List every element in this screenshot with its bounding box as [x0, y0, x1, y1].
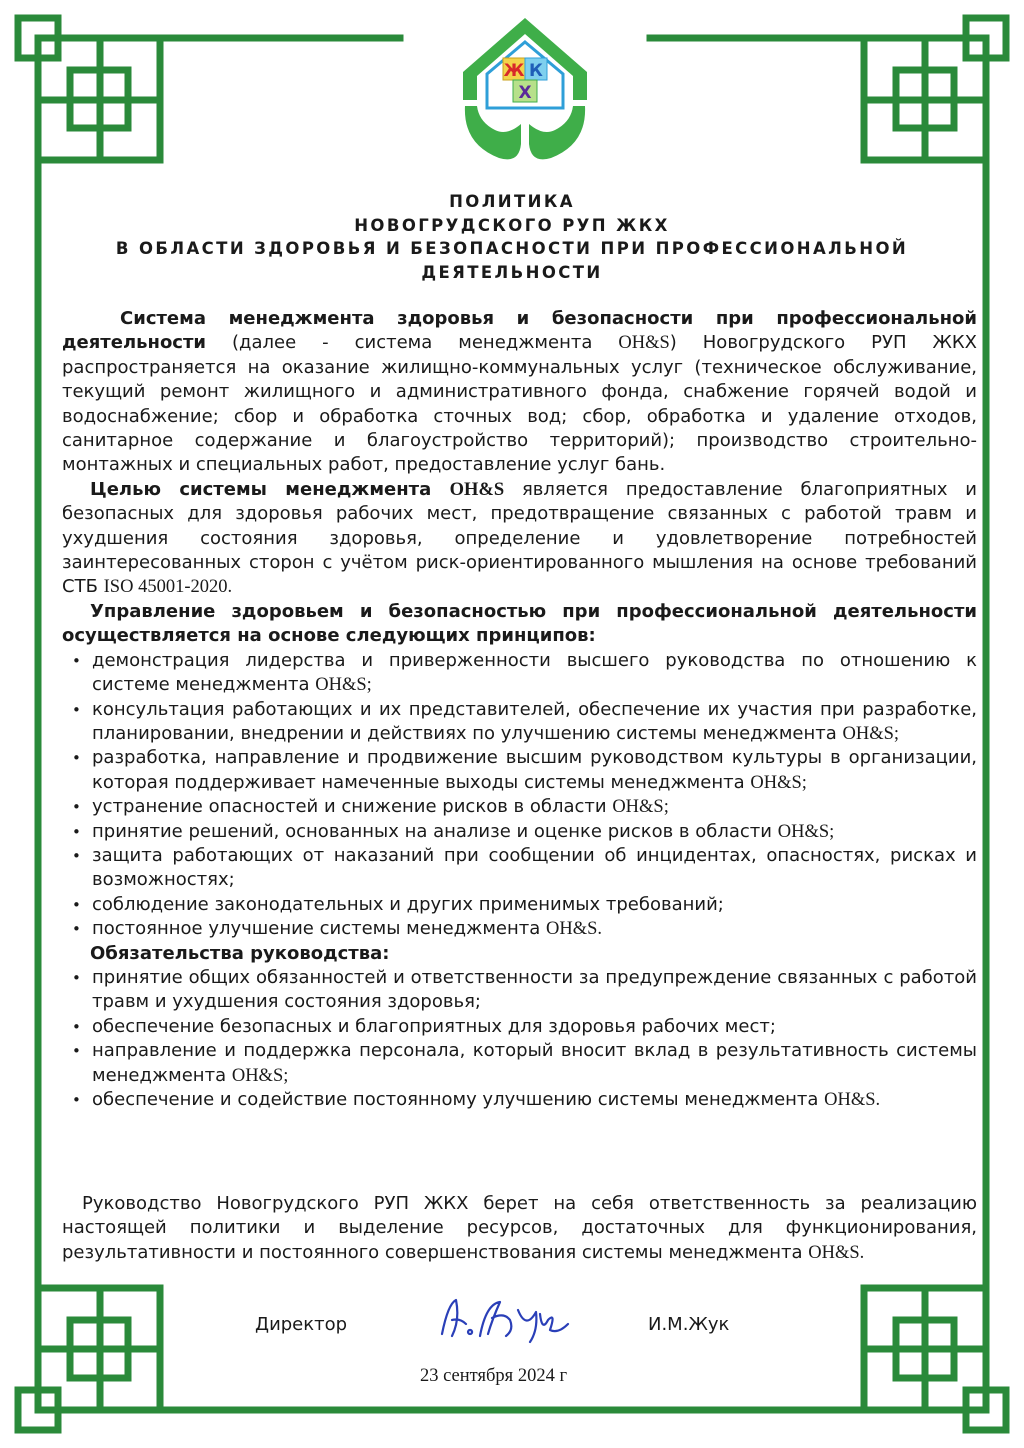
- signature-date: 23 сентября 2024 г: [420, 1366, 568, 1386]
- corner-knot-bottom-right: [864, 1288, 1006, 1430]
- list-item: • разработка, направление и продвижение высшим руководством культуры в организации, которая поддерживает намеченные выходы системы менеджмента OH&S;: [62, 746, 977, 795]
- scope-paragraph: Система менеджмента здоровья и безопасности при профессиональной деятельности (далее - система менеджмента OH&S) Новогрудского РУП ЖКХ распространяется на оказание жилищно-коммунальных услуг (техническое обслуживание, текущий ремонт жилищного и административного фонда, снабжение горячей водой и водоснабжение; сбор и обработка сточных вод; сбор, обработка и удаление отходов, санитарное содержание и благоустройство территорий); производство строительно-монтажных и специальных работ, предоставление услуг бань.: [62, 308, 977, 476]
- title-line-3: В ОБЛАСТИ ЗДОРОВЬЯ И БЕЗОПАСНОСТИ ПРИ ПРОФЕССИОНАЛЬНОЙ: [115, 239, 909, 258]
- commitments-list: [62, 966, 977, 1112]
- signer-position: Директор: [255, 1314, 348, 1335]
- list-item: • устранение опасностей и снижение рисков в области OH&S;: [62, 795, 977, 819]
- title-line-4: ДЕЯТЕЛЬНОСТИ: [421, 262, 603, 282]
- corner-knot-top-right: [864, 18, 1006, 160]
- list-item: • обеспечение и содействие постоянному улучшению системы менеджмента OH&S.: [62, 1088, 977, 1112]
- list-item: • демонстрация лидерства и приверженности высшего руководства по отношению к системе менеджмента OH&S;: [62, 649, 977, 698]
- title-line-1: ПОЛИТИКА: [449, 192, 575, 211]
- commitments-heading: Обязательства руководства:: [90, 942, 390, 964]
- logo-letter-k: К: [529, 61, 543, 81]
- handwritten-signature: [430, 1290, 580, 1350]
- scope-lead: Система менеджмента здоровья и безопасности при профессиональной деятельности: [62, 308, 977, 354]
- list-item: • обеспечение безопасных и благоприятных для здоровья рабочих мест;: [62, 1015, 977, 1039]
- title-line-2: НОВОГРУДСКОГО РУП ЖКХ: [354, 215, 670, 235]
- document-title: [60, 190, 964, 284]
- list-item: • соблюдение законодательных и других применимых требований;: [62, 893, 977, 917]
- closing-paragraph: Руководство Новогрудского РУП ЖКХ берет на себя ответственность за реализацию настоящей политики и выделение ресурсов, достаточных для функционирования, результативности и постоянного совершенствования системы менеджмента OH&S.: [62, 1193, 977, 1263]
- logo-letter-kh: Х: [518, 83, 532, 103]
- list-item: • постоянное улучшение системы менеджмента OH&S.: [62, 917, 977, 941]
- list-item: • направление и поддержка персонала, который вносит вклад в результативность системы менеджмента OH&S;: [62, 1039, 977, 1088]
- list-item: • принятие решений, основанных на анализе и оценке рисков в области OH&S;: [62, 820, 977, 844]
- list-item: • защита работающих от наказаний при сообщении об инцидентах, опасностях, рисках и возможностях;: [62, 844, 977, 893]
- goal-paragraph: Целью системы менеджмента OH&S является предоставление благоприятных и безопасных для здоровья рабочих мест, предотвращение связанных с работой травм и ухудшения состояния здоровья, определение и удовлетворение потребностей заинтересованных сторон с учётом риск-ориентированного мышления на основе требований СТБ ISO 45001-2020.: [62, 478, 978, 598]
- corner-knot-top-left: [18, 18, 160, 160]
- corner-knot-bottom-left: [18, 1288, 160, 1430]
- principles-heading: Управление здоровьем и безопасностью при профессиональной деятельности осуществляется на основе следующих принципов:: [62, 600, 977, 647]
- policy-body: [62, 307, 977, 1112]
- list-item: • принятие общих обязанностей и ответственности за предупреждение связанных с работой травм и ухудшения состояния здоровья;: [62, 966, 977, 1015]
- signer-name: И.М.Жук: [648, 1314, 730, 1335]
- principles-list: [62, 649, 977, 942]
- logo-letter-zh: Ж: [503, 61, 525, 81]
- company-logo: [455, 12, 595, 170]
- list-item: • консультация работающих и их представителей, обеспечение их участия при разработке, планировании, внедрении и действиях по улучшению системы менеджмента OH&S;: [62, 698, 977, 747]
